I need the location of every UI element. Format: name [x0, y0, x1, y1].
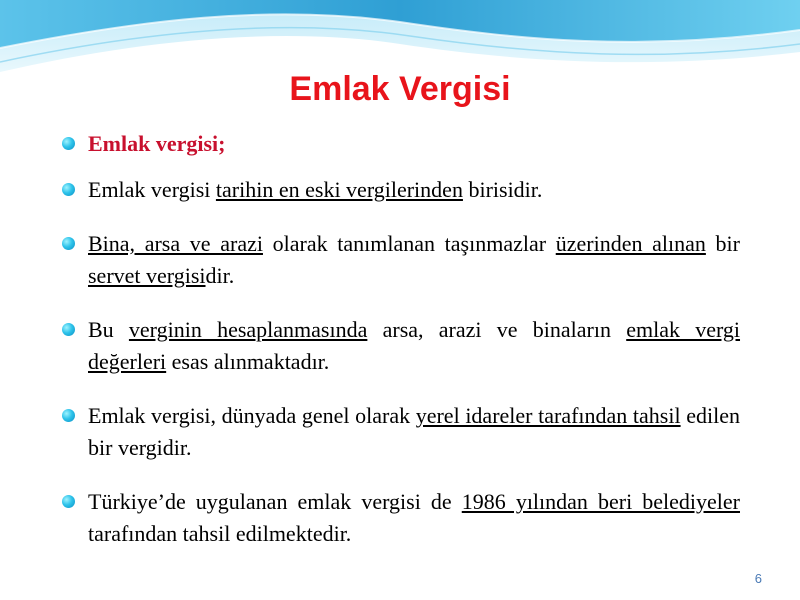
bullet-heading: Emlak vergisi;	[88, 131, 226, 156]
underlined-text: üzerinden alınan	[555, 231, 706, 256]
underlined-text: servet vergisi	[88, 263, 206, 288]
underlined-text: 1986 yılından beri belediyeler	[461, 489, 740, 514]
bullet-text: Emlak vergisi	[88, 177, 216, 202]
bullet-dot-icon	[62, 137, 75, 150]
bullet-dot-icon	[62, 183, 75, 196]
underlined-text: tarihin en eski vergilerinden	[215, 177, 463, 202]
bullet-dot-icon	[62, 323, 75, 336]
bullet-text: Türkiye’de uygulanan emlak vergisi de	[88, 489, 462, 514]
slide-title: Emlak Vergisi	[289, 70, 511, 108]
underlined-text: verginin hesaplanmasında	[128, 317, 368, 342]
bullet-item	[62, 174, 740, 206]
bullet-dot-icon	[62, 495, 75, 508]
bullet-item	[62, 228, 740, 292]
bullet-dot-icon	[62, 409, 75, 422]
bullet-text: Emlak vergisi, dünyada genel olarak	[88, 403, 416, 428]
bullet-text: Bu	[88, 317, 129, 342]
underlined-text: emlak vergi değerleri	[88, 317, 741, 374]
bullet-list	[62, 128, 740, 550]
bullet-item	[62, 128, 740, 160]
underlined-text: yerel idareler tarafından tahsil	[415, 403, 681, 428]
bullet-text: dir.	[205, 263, 235, 288]
bullet-text: bir	[705, 231, 740, 256]
bullet-text: esas alınmaktadır.	[166, 349, 330, 374]
underlined-text: Bina, arsa ve arazi	[88, 231, 263, 256]
bullet-item	[62, 314, 740, 378]
bullet-item	[62, 400, 740, 464]
bullet-text: arsa, arazi ve binaların	[367, 317, 627, 342]
bullet-text: tarafından tahsil edilmektedir.	[88, 521, 352, 546]
slide-page-number: 6	[754, 571, 762, 586]
bullet-item	[62, 486, 740, 550]
bullet-dot-icon	[62, 237, 75, 250]
bullet-text: edilen bir vergidir.	[88, 403, 740, 460]
bullet-text: birisidir.	[462, 177, 543, 202]
bullet-text: olarak tanımlanan taşınmazlar	[262, 231, 556, 256]
